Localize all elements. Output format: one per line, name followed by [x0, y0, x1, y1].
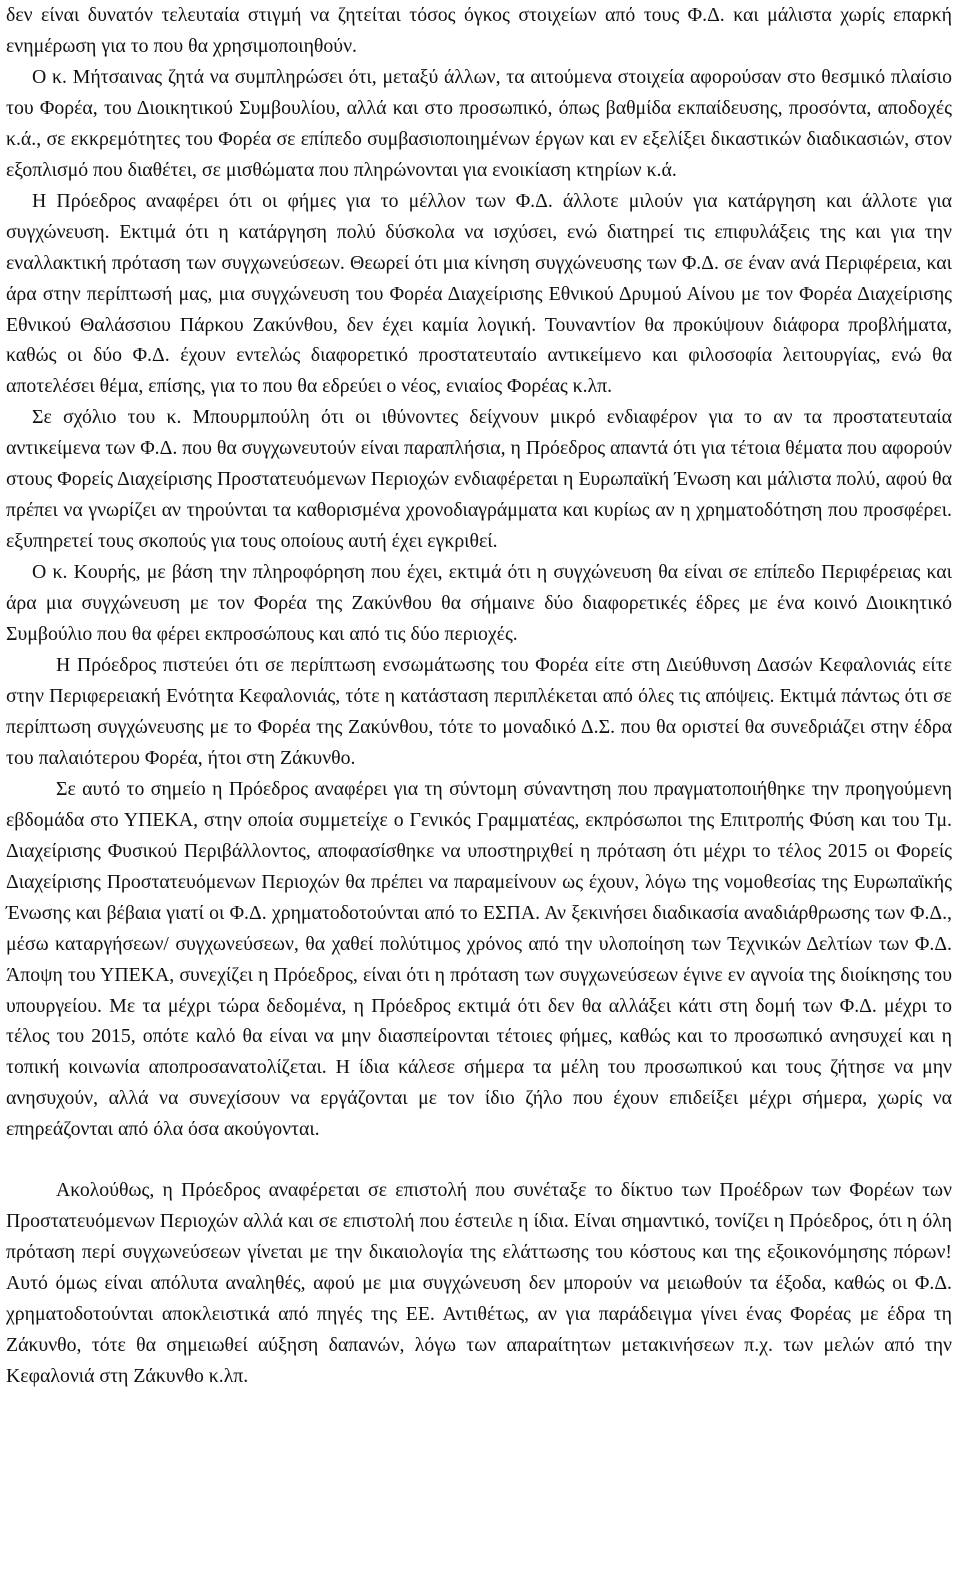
paragraph: Η Πρόεδρος αναφέρει ότι οι φήμες για το μέλλον των Φ.Δ. άλλοτε μιλούν για κατάργηση και άλλοτε για συγχώνευση. Εκτιμά ότι η κατάργηση πολύ δύσκολα να ισχύσει, ενώ διατηρεί τις επιφυλάξεις της και για την εναλλακτική πρόταση των συγχωνεύσεων. Θεωρεί ότι μια κίνηση συγχώνευσης των Φ.Δ. σε έναν ανά Περιφέρεια, και άρα στην περίπτωσή μας, μια συγχώνευση του Φορέα Διαχείρισης Εθνικού Δρυμού Αίνου με τον Φορέα Διαχείρισης Εθνικού Θαλάσσιου Πάρκου Ζακύνθου, δεν έχει καμία λογική. Τουναντίον θα προκύψουν διάφορα προβλήματα, καθώς οι δύο Φ.Δ. έχουν εντελώς διαφορετικό προστατευταίο αντικείμενο και φιλοσοφία λειτουργίας, ενώ θα αποτελέσει θέμα, επίσης, για το που θα εδρεύει ο νέος, ενιαίος Φορέας κ.λπ. [6, 189, 952, 398]
paragraph: Σε σχόλιο του κ. Μπουρμπούλη ότι οι ιθύνοντες δείχνουν μικρό ενδιαφέρον για το αν τα προστατευταία αντικείμενα των Φ.Δ. που θα συγχωνευτούν είναι παραπλήσια, η Πρόεδρος απαντά ότι για τέτοια θέματα που αφορούν στους Φορείς Διαχείρισης Προστατευόμενων Περιοχών ενδιαφέρεται η Ευρωπαϊκή Ένωση και μάλιστα πολύ, αφού θα πρέπει να γνωρίζει αν τηρούνται τα καθορισμένα χρονοδιαγράμματα και κυρίως αν η χρηματοδότηση που προσφέρει. εξυπηρετεί τους σκοπούς για τους οποίους αυτή έχει εγκριθεί. [6, 406, 952, 553]
paragraph: Σε αυτό το σημείο η Πρόεδρος αναφέρει για τη σύντομη σύναντηση που πραγματοποιήθηκε την προηγούμενη εβδομάδα στο ΥΠΕΚΑ, στην οποία συμμετείχε ο Γενικός Γραμματέας, εκπρόσωποι της Επιτροπής Φύση και του Τμ. Διαχείρισης Φυσικού Περιβάλλοντος, αποφασίσθηκε να υποστηριχθεί η πρόταση ότι μέχρι το τέλος 2015 οι Φορείς Διαχείρισης Προστατευόμενων Περιοχών θα πρέπει να παραμείνουν ως έχουν, λόγω της νομοθεσίας της Ευρωπαϊκής Ένωσης και βέβαια γιατί οι Φ.Δ. χρηματοδοτούνται από το ΕΣΠΑ. Αν ξεκινήσει διαδικασία αναδιάρθρωσης των Φ.Δ., μέσω καταργήσεων/ συγχωνεύσεων, θα χαθεί πολύτιμος χρόνος από την υλοποίηση των Τεχνικών Δελτίων των Φ.Δ. Άποψη του ΥΠΕΚΑ, συνεχίζει η Πρόεδρος, είναι ότι η πρόταση των συγχωνεύσεων έγινε εν αγνοία της διοίκησης του υπουργείου. Με τα μέχρι τώρα δεδομένα, η Πρόεδρος εκτιμά ότι δεν θα αλλάξει κάτι στη δομή των Φ.Δ. μέχρι το τέλος του 2015, οπότε καλό θα είναι να μην διασπείρονται τέτοιες φήμες, καθώς και το προσωπικό ανησυχεί και η τοπική κοινωνία αποπροσανατολίζεται. Η ίδια κάλεσε σήμερα τα μέλη του προσωπικού και τους ζήτησε να μην ανησυχούν, αλλά να συνεχίσουν να εργάζονται με τον ίδιο ζήλο που έχουν επιδείξει μέχρι σήμερα, χωρίς να επηρεάζονται από όλα όσα ακούγονται. [6, 777, 952, 1141]
paragraph: Ακολούθως, η Πρόεδρος αναφέρεται σε επιστολή που συνέταξε το δίκτυο των Προέδρων των Φορέων των Προστατευόμενων Περιοχών αλλά και σε επιστολή που έστειλε η ίδια. Είναι σημαντικό, τονίζει η Πρόεδρος, ότι η όλη πρόταση περί συγχωνεύσεων γίνεται με την δικαιολογία της ελάττωσης του κόστους και της εξοικονόμησης πόρων! Αυτό όμως είναι απόλυτα αναληθές, αφού με μια συγχώνευση δεν μπορούν να μειωθούν τα έξοδα, καθώς οι Φ.Δ. χρηματοδοτούνται αποκλειστικά από πηγές της ΕΕ. Αντιθέτως, αν για παράδειγμα γίνει ένας Φορέας με έδρα τη Ζάκυνθο, τότε θα σημειωθεί αύξηση δαπανών, λόγω των απαραίτητων μετακινήσεων π.χ. των μελών από την Κεφαλονιά στη Ζάκυνθο κ.λπ. [6, 1179, 952, 1387]
paragraph: δεν είναι δυνατόν τελευταία στιγμή να ζητείται τόσος όγκος στοιχείων από τους Φ.Δ. και μάλιστα χωρίς επαρκή ενημέρωση για το που θα χρησιμοποιηθούν. [6, 4, 952, 57]
paragraph: Η Πρόεδρος πιστεύει ότι σε περίπτωση ενσωμάτωσης του Φορέα είτε στη Διεύθυνση Δασών Κεφαλονιάς είτε στην Περιφερειακή Ενότητα Κεφαλονιάς, τότε η κατάσταση περιπλέκεται από όλες τις απόψεις. Εκτιμά πάντως ότι σε περίπτωση συγχώνευσης με το Φορέα της Ζακύνθου, τότε το μοναδικό Δ.Σ. που θα οριστεί θα συνεδριάζει στην έδρα του παλαιότερου Φορέα, ήτοι στη Ζάκυνθο. [6, 654, 952, 769]
paragraph: Ο κ. Κουρής, με βάση την πληροφόρηση που έχει, εκτιμά ότι η συγχώνευση θα είναι σε επίπεδο Περιφέρειας και άρα μια συγχώνευση με τον Φορέα της Ζακύνθου θα σήμαινε δύο διαφορετικές έδρες με ένα κοινό Διοικητικό Συμβούλιο που θα φέρει εκπροσώπους και από τις δύο περιοχές. [6, 561, 952, 646]
paragraph: Ο κ. Μήτσαινας ζητά να συμπληρώσει ότι, μεταξύ άλλων, τα αιτούμενα στοιχεία αφορούσαν στο θεσμικό πλαίσιο του Φορέα, του Διοικητικού Συμβουλίου, αλλά και στο προσωπικό, όπως βαθμίδα εκπαίδευσης, προσόντα, αποδοχές κ.ά., σε εκκρεμότητες του Φορέα σε επίπεδο συμβασιοποιημένων έργων και εν εξελίξει δικαστικών διαδικασιών, στον εξοπλισμό που διαθέτει, σε μισθώματα που πληρώνονται για ενοικίαση κτηρίων κ.ά. [6, 65, 952, 181]
